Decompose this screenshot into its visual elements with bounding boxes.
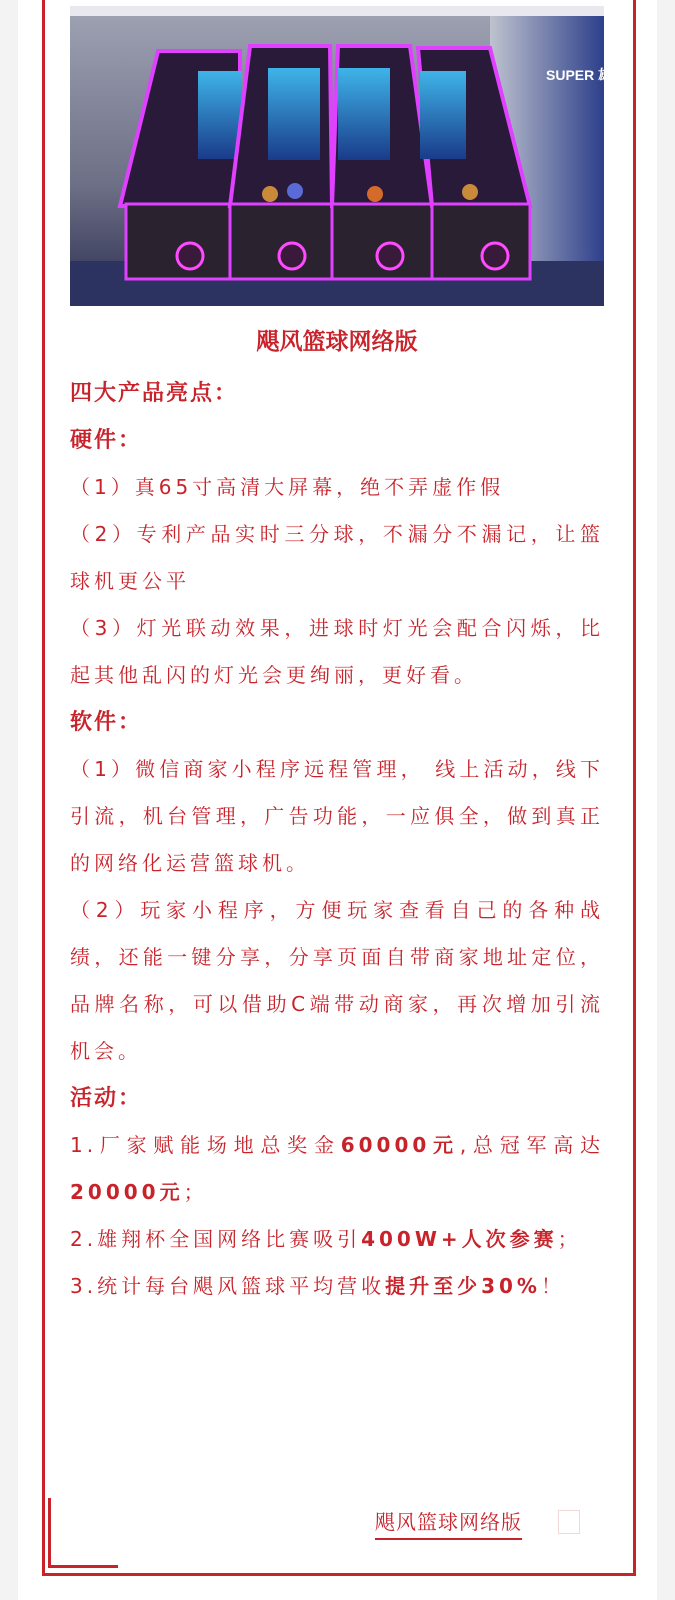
activity-item-1-bold2: 20000元 bbox=[70, 1180, 184, 1204]
corner-ornament-horizontal bbox=[48, 1565, 118, 1568]
arcade-machines-photo bbox=[70, 6, 627, 306]
hardware-item-3: （3）灯光联动效果，进球时灯光会配合闪烁，比起其他乱闪的灯光会更绚丽，更好看。 bbox=[70, 616, 604, 687]
activity-item-3 bbox=[70, 1263, 604, 1310]
arcade-photo-illustration bbox=[70, 6, 627, 306]
software-heading: 软件： bbox=[70, 710, 143, 735]
highlights-heading: 四大产品亮点： bbox=[70, 381, 239, 406]
activity-heading: 活动： bbox=[70, 1086, 143, 1111]
hardware-heading: 硬件： bbox=[70, 428, 143, 453]
software-item-1: （1）微信商家小程序远程管理， 线上活动，线下引流，机台管理，广告功能，一应俱全，做到真正的网络化运营篮球机。 bbox=[70, 757, 604, 875]
activity-item-2 bbox=[70, 1216, 604, 1263]
wall-sign: SUPER 雄翔 bbox=[546, 67, 627, 83]
frame-border-right bbox=[633, 0, 636, 1576]
hardware-item-1: （1）真65寸高清大屏幕，绝不弄虚作假 bbox=[70, 475, 505, 499]
activity-item-2-end: ； bbox=[557, 1227, 582, 1251]
activity-item-1-text: 1.厂家赋能场地总奖金 bbox=[70, 1133, 341, 1157]
hardware-item-2: （2）专利产品实时三分球，不漏分不漏记，让篮球机更公平 bbox=[70, 522, 604, 593]
footer-placeholder-box bbox=[558, 1510, 580, 1534]
activity-item-1-text2: ,总冠军高达 bbox=[459, 1133, 604, 1157]
footer-link-title[interactable]: 飓风篮球网络版 bbox=[375, 1506, 522, 1540]
frame-border-bottom bbox=[42, 1573, 636, 1576]
activity-item-2-bold: 400W+人次参赛 bbox=[361, 1227, 558, 1251]
activity-item-2-text: 2.雄翔杯全国网络比赛吸引 bbox=[70, 1227, 362, 1251]
activity-item-3-bold: 提升至少30% bbox=[385, 1274, 541, 1298]
photo-caption: 飓风篮球网络版 bbox=[256, 329, 418, 355]
activity-item-1 bbox=[70, 1122, 604, 1216]
software-item-2: （2）玩家小程序，方便玩家查看自己的各种战绩，还能一键分享，分享页面自带商家地址定位，品牌名称，可以借助C端带动商家，再次增加引流机会。 bbox=[70, 898, 604, 1063]
corner-ornament-vertical bbox=[48, 1498, 51, 1568]
activity-item-1-bold: 60000元 bbox=[340, 1133, 460, 1157]
activity-item-1-end: ； bbox=[183, 1180, 208, 1204]
arcade-machine-2 bbox=[230, 46, 332, 279]
activity-item-3-end: ！ bbox=[540, 1274, 565, 1298]
activity-item-3-text: 3.统计每台飓风篮球平均营收 bbox=[70, 1274, 386, 1298]
article-content bbox=[70, 312, 604, 1310]
frame-border-left bbox=[42, 0, 45, 1576]
